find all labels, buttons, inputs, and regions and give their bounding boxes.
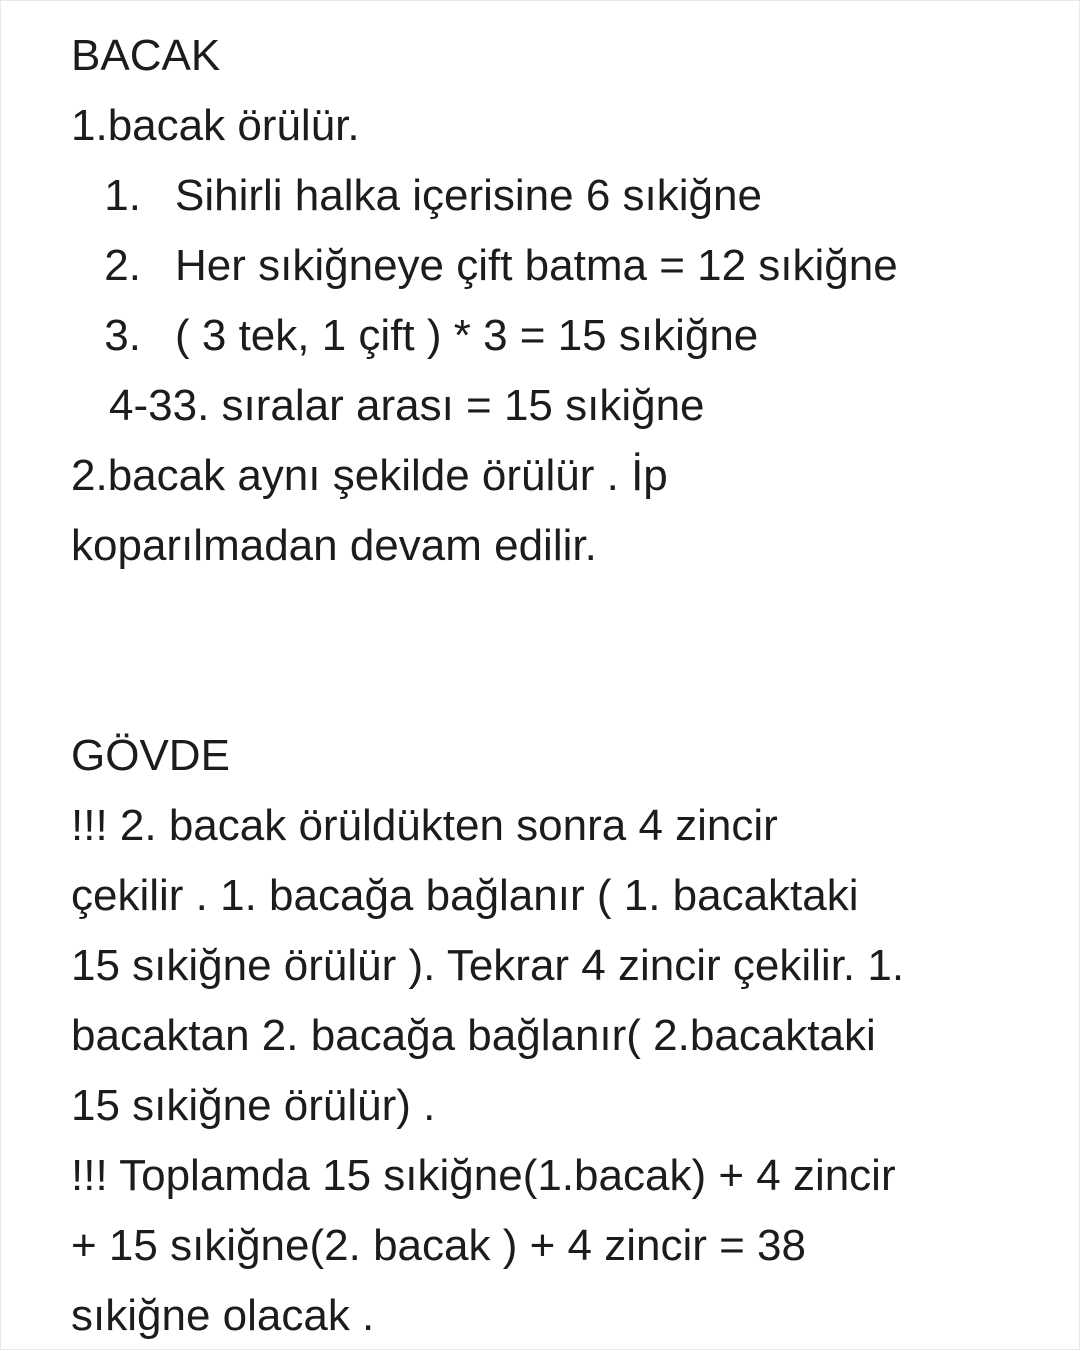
section-spacer [71,581,1031,721]
bacak-outro-line: koparılmadan devam edilir. [71,521,597,570]
list-item-text: Her sıkiğneye çift batma = 12 sıkiğne [175,241,898,290]
list-item-number: 2. [104,241,141,290]
govde-line: + 15 sıkiğne(2. bacak ) + 4 zincir = 38 [71,1221,806,1270]
rows-range-line: 4-33. sıralar arası = 15 sıkiğne [109,381,705,430]
list-item-text: Sihirli halka içerisine 6 sıkiğne [175,171,762,220]
list-item-number: 1. [104,171,141,220]
govde-line: !!! Toplamda 15 sıkiğne(1.bacak) + 4 zincir [71,1151,896,1200]
note-content [71,21,1031,1351]
govde-line: bacaktan 2. bacağa bağlanır( 2.bacaktaki [71,1011,876,1060]
section-heading-govde: GÖVDE [71,731,230,780]
list-item-text: ( 3 tek, 1 çift ) * 3 = 15 sıkiğne [175,311,759,360]
govde-line: çekilir . 1. bacağa bağlanır ( 1. bacaktaki [71,871,859,920]
govde-line: 15 sıkiğne örülür) . [71,1081,436,1130]
govde-line: !!! 2. bacak örüldükten sonra 4 zincir [71,801,778,850]
list-item-number: 3. [104,311,141,360]
list-item [71,161,1031,231]
list-item [71,231,1031,301]
govde-line: 15 sıkiğne örülür ). Tekrar 4 zincir çekilir. 1. [71,941,905,990]
list-item [71,301,1031,371]
bacak-outro-line: 2.bacak aynı şekilde örülür . İp [71,451,668,500]
bacak-intro: 1.bacak örülür. [71,101,360,150]
govde-line: sıkiğne olacak . [71,1291,375,1340]
section-heading-bacak: BACAK [71,31,221,80]
